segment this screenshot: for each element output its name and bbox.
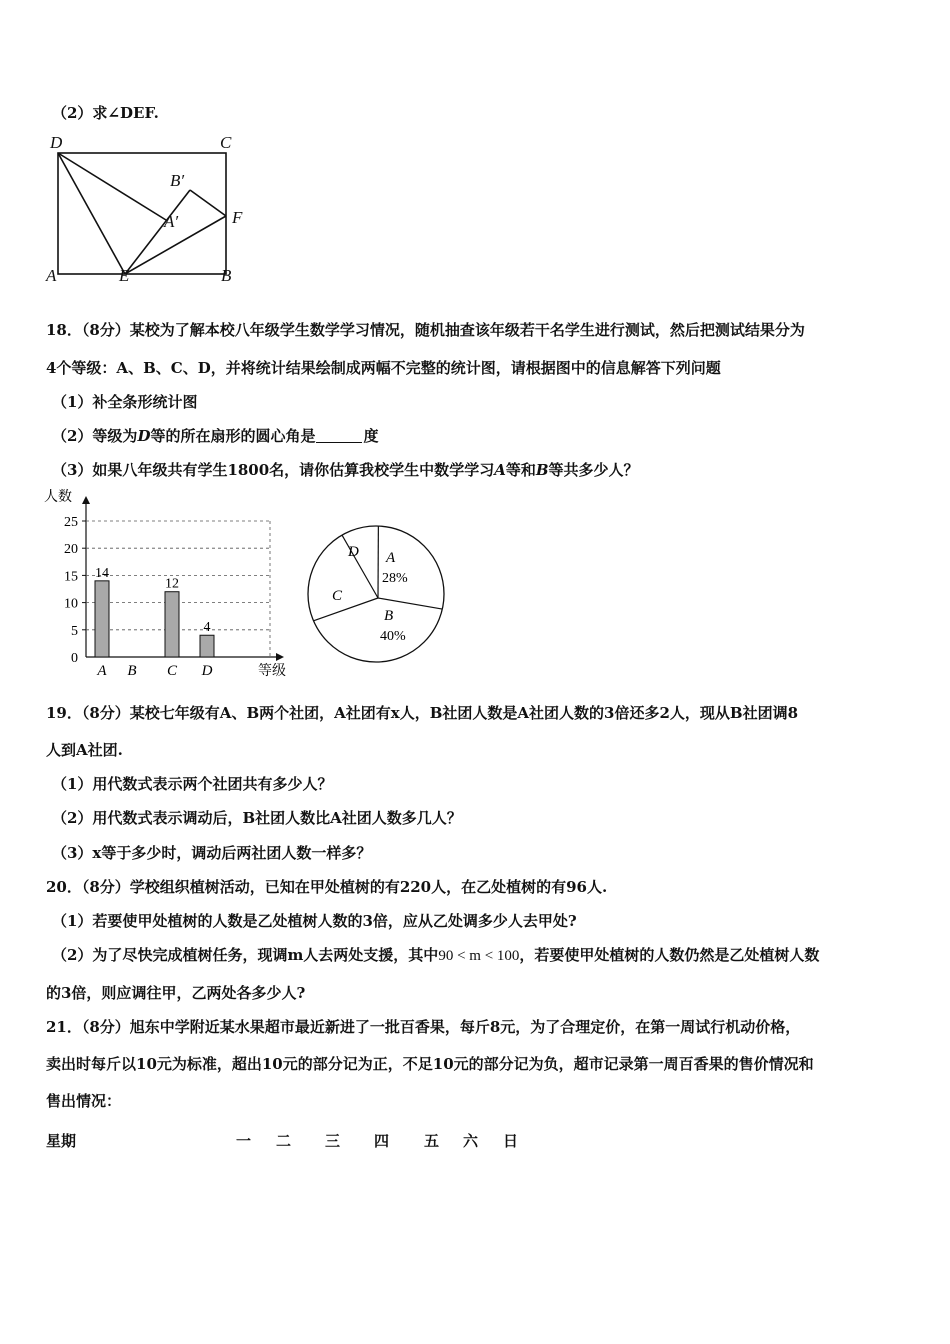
q19-line2: 人到A社团. (46, 741, 123, 759)
q18-line1: 18．（8分）某校为了解本校八年级学生数学学习情况，随机抽查该年级若干名学生进行测试，然后把测试结果分为 (46, 321, 805, 339)
data-label-c: 12 (165, 576, 179, 592)
x-tick-label-c: C (166, 663, 178, 679)
q20-line3: 的3倍，则应调往甲，乙两处各多少人? (46, 984, 306, 1002)
day-2: 二 (276, 1132, 292, 1150)
segment-da-prime (58, 153, 166, 220)
bar-chart (40, 486, 300, 682)
label-a: A (46, 266, 57, 285)
q18-sub3-post: 等共多少人？ (548, 461, 639, 479)
q21-line2: 卖出时每斤以10元为标准，超出10元的部分记为正，不足10元的部分记为负，超市记录第一周百香果的售价情况和 (46, 1055, 814, 1073)
day-1: 一 (236, 1132, 252, 1150)
q21-line1: 21．（8分）旭东中学附近某水果超市最近新进了一批百香果，每斤8元，为了合理定价，在第一周试行机动价格， (46, 1018, 801, 1036)
q17-sub2: （2）求∠DEF. (52, 104, 159, 122)
pie-label-c: C (332, 588, 343, 604)
day-5: 五 (424, 1132, 440, 1150)
q20-inequality: 90 < m < 100 (438, 948, 520, 964)
pie-label-b: B (384, 608, 394, 624)
q19-sub3: （3）x等于多少时，调动后两社团人数一样多？ (52, 844, 372, 862)
q20-line1: 20．（8分）学校组织植树活动，已知在甲处植树的有220人，在乙处植树的有96人. (46, 878, 608, 896)
day-7: 日 (503, 1132, 519, 1150)
pie-chart (300, 516, 460, 676)
y-tick-label: 15 (64, 569, 78, 585)
q18-sub3-a: A (494, 461, 506, 479)
day-6: 六 (463, 1132, 479, 1150)
q19-line1: 19．（8分）某校七年级有A、B两个社团，A社团有x人，B社团人数是A社团人数的3倍还多2人，现从B社团调8 (46, 704, 799, 722)
table-header-weekday: 星期 (46, 1132, 77, 1150)
q18-sub2-var: D (137, 427, 151, 445)
segment-b-prime-f (190, 190, 226, 216)
pie-label-d: D (348, 544, 359, 560)
bar-d (200, 635, 214, 657)
pie-percent-a: 28% (382, 571, 408, 586)
y-tick-label: 5 (71, 623, 78, 639)
q20-sub2 (52, 945, 819, 966)
label-e: E (119, 266, 130, 285)
segment-de (58, 153, 125, 274)
label-d: D (50, 133, 63, 152)
q18-sub2 (52, 426, 379, 446)
q20-sub1: （1）若要使甲处植树的人数是乙处植树人数的3倍，应从乙处调多少人去甲处? (52, 912, 577, 930)
day-3: 三 (325, 1132, 341, 1150)
label-f: F (232, 208, 243, 227)
label-b: B (221, 266, 232, 285)
y-tick-label: 0 (71, 651, 78, 666)
x-axis-label: 等级 (258, 664, 286, 679)
x-axis-arrow (276, 653, 284, 661)
answer-blank (316, 428, 362, 443)
q20-sub2-post: ，若要使甲处植树的人数仍然是乙处植树人数 (519, 946, 820, 964)
q20-sub2-pre: （2）为了尽快完成植树任务，现调m人去两处支援，其中 (52, 946, 439, 964)
q18-sub3 (52, 460, 639, 480)
q19-sub1: （1）用代数式表示两个社团共有多少人？ (52, 775, 333, 793)
y-axis-arrow (82, 496, 90, 504)
q21-line3: 售出情况： (46, 1092, 122, 1110)
q18-sub2-end: 度 (363, 427, 379, 445)
pie-percent-b: 40% (380, 629, 406, 644)
geometry-figure (40, 128, 260, 288)
day-4: 四 (374, 1132, 390, 1150)
segment-eb-prime (125, 190, 190, 274)
q18-line2: 4个等级：A、B、C、D，并将统计结果绘制成两幅不完整的统计图，请根据图中的信息解答下列问题 (46, 359, 721, 377)
label-a-prime: A′ (164, 212, 179, 231)
pie-slice-boundary (313, 598, 378, 621)
q18-sub3-pre: （3）如果八年级共有学生1800名，请你估算我校学生中数学学习 (52, 461, 495, 479)
data-label-a: 14 (95, 565, 109, 581)
bar-c (165, 592, 179, 657)
x-tick-label-a: A (97, 663, 107, 679)
q18-sub3-mid: 等和 (505, 461, 536, 479)
rectangle-abcd (58, 153, 226, 274)
bar-a (95, 581, 109, 657)
label-b-prime: B′ (170, 171, 185, 190)
x-tick-label-d: D (201, 663, 213, 679)
pie-label-a: A (386, 550, 396, 566)
y-axis-label: 人数 (44, 490, 72, 505)
q18-sub2-post: 等的所在扇形的圆心角是 (150, 427, 316, 445)
y-tick-label: 10 (64, 596, 78, 612)
data-label-d: 4 (203, 620, 211, 636)
q18-sub2-pre: （2）等级为 (52, 427, 138, 445)
q19-sub2: （2）用代数式表示调动后，B社团人数比A社团人数多几人？ (52, 809, 462, 827)
y-tick-label: 25 (64, 515, 78, 530)
y-tick-label: 20 (64, 542, 78, 558)
x-tick-label-b: B (127, 663, 137, 679)
q18-sub3-b: B (535, 461, 549, 479)
label-c: C (220, 133, 232, 152)
q18-sub1: （1）补全条形统计图 (52, 393, 198, 411)
